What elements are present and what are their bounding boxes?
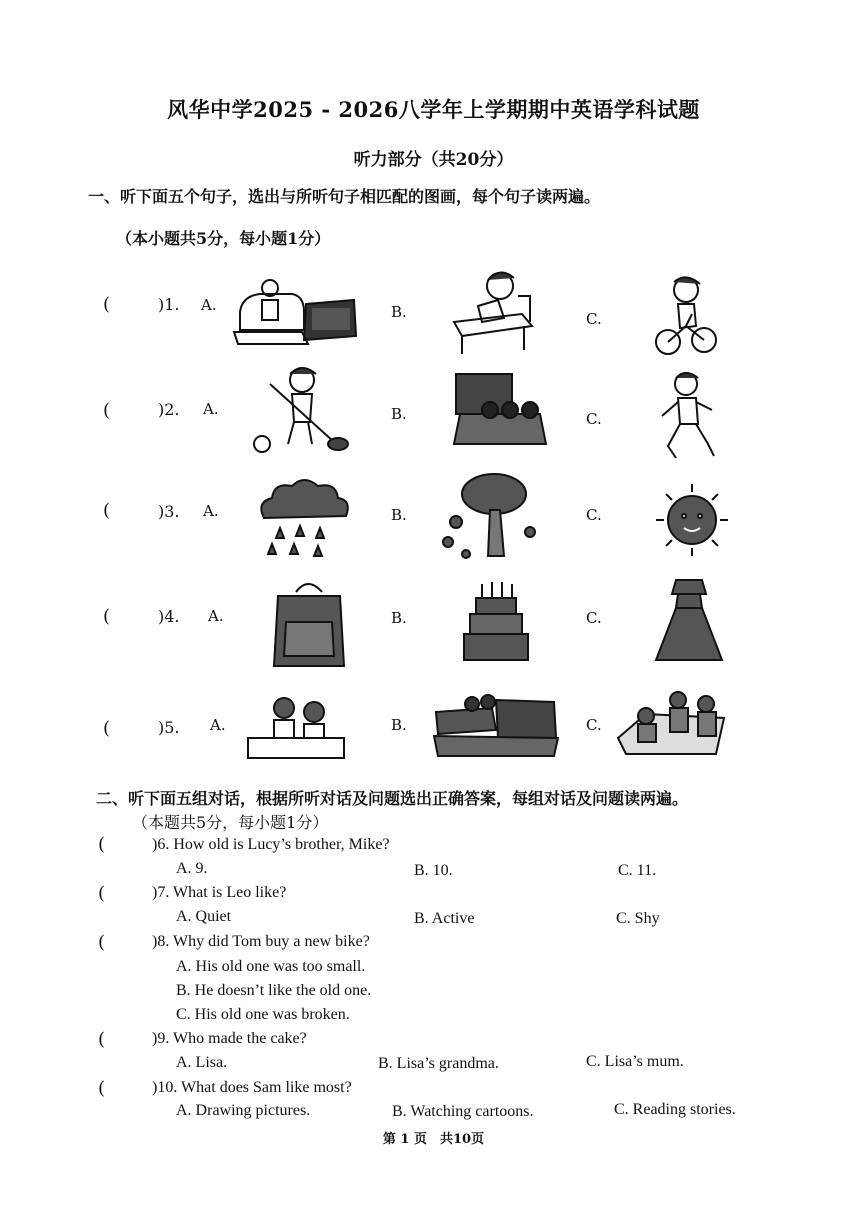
section2-note: （本题共5分，每小题1分） <box>132 813 329 832</box>
option-a-label: A. <box>203 400 219 418</box>
option-c[interactable]: C. Reading stories. <box>614 1101 736 1118</box>
option-a-label: A. <box>203 502 219 520</box>
page-subtitle: 听力部分（共20分） <box>353 150 514 170</box>
option-a[interactable]: A. 9. <box>176 860 208 877</box>
option-b[interactable]: B. He doesn’t like the old one. <box>176 982 372 999</box>
question-number: )1. <box>158 295 180 314</box>
rain-cloud-icon <box>256 478 352 560</box>
option-b-label: B. <box>391 303 407 321</box>
answer-paren[interactable]: ( <box>98 1029 106 1050</box>
option-a-label: A. <box>201 296 217 314</box>
page-title: 风华中学2025 - 2026八学年上学期期中英语学科试题 <box>167 97 700 122</box>
tv-sofa-icon <box>450 370 550 452</box>
girl-bicycle-icon <box>652 274 718 358</box>
option-c-label: C. <box>586 716 602 734</box>
option-a[interactable]: A. His old one was too small. <box>176 958 366 975</box>
girl-reading-desk-icon <box>448 266 540 356</box>
question-text: )10. What does Sam like most? <box>152 1079 352 1096</box>
option-b[interactable]: B. Active <box>414 910 475 927</box>
section1-heading: 一、听下面五个句子，选出与所听句子相匹配的图画，每个句子读两遍。 <box>88 187 601 206</box>
answer-paren[interactable]: ( <box>103 294 111 315</box>
page-number: 第 1 页 共10页 <box>382 1132 485 1147</box>
option-a[interactable]: A. Lisa. <box>176 1054 228 1071</box>
option-a-label: A. <box>210 716 226 734</box>
option-c[interactable]: C. 11. <box>618 862 657 879</box>
birthday-cake-icon <box>462 578 530 664</box>
option-a[interactable]: A. Quiet <box>176 908 232 925</box>
answer-paren[interactable]: ( <box>98 834 106 855</box>
option-c-label: C. <box>586 609 602 627</box>
question-number: )5. <box>158 718 180 737</box>
section1-note: （本小题共5分，每小题1分） <box>116 229 331 248</box>
answer-paren[interactable]: ( <box>98 883 106 904</box>
answer-paren[interactable]: ( <box>103 400 111 421</box>
question-text: )7. What is Leo like? <box>152 884 287 901</box>
answer-paren[interactable]: ( <box>98 932 106 953</box>
autumn-tree-icon <box>438 470 540 562</box>
boy-sofa-tv-icon <box>232 274 362 346</box>
option-b-label: B. <box>391 405 407 423</box>
option-b-label: B. <box>391 609 407 627</box>
question-text: )8. Why did Tom buy a new bike? <box>152 933 370 950</box>
option-c-label: C. <box>586 506 602 524</box>
option-b[interactable]: B. 10. <box>414 862 453 879</box>
two-kids-desk-icon <box>244 694 348 760</box>
question-number: )3. <box>158 502 180 521</box>
option-b[interactable]: B. Lisa’s grandma. <box>378 1055 499 1072</box>
dress-icon <box>654 576 724 664</box>
option-c[interactable]: C. Shy <box>616 910 660 927</box>
question-number: )2. <box>158 400 180 419</box>
option-a-label: A. <box>208 607 224 625</box>
question-text: )6. How old is Lucy’s brother, Mike? <box>152 836 390 853</box>
option-b-label: B. <box>391 506 407 524</box>
answer-paren[interactable]: ( <box>103 606 111 627</box>
sun-icon <box>648 480 736 560</box>
answer-paren[interactable]: ( <box>98 1078 106 1099</box>
option-b[interactable]: B. Watching cartoons. <box>392 1103 534 1120</box>
boy-running-icon <box>656 370 718 464</box>
question-number: )4. <box>158 607 180 626</box>
family-picnic-icon <box>616 690 728 756</box>
option-c-label: C. <box>586 410 602 428</box>
section2-heading: 二、听下面五组对话，根据所听对话及问题选出正确答案，每组对话及问题读两遍。 <box>96 789 689 808</box>
school-bag-icon <box>268 576 350 670</box>
boy-sweeping-icon <box>250 364 352 456</box>
option-c[interactable]: C. His old one was broken. <box>176 1006 350 1023</box>
option-b-label: B. <box>391 716 407 734</box>
answer-paren[interactable]: ( <box>103 500 111 521</box>
option-c[interactable]: C. Lisa’s mum. <box>586 1053 684 1070</box>
option-c-label: C. <box>586 310 602 328</box>
question-text: )9. Who made the cake? <box>152 1030 307 1047</box>
answer-paren[interactable]: ( <box>103 718 111 739</box>
living-room-icon <box>432 690 562 762</box>
option-a[interactable]: A. Drawing pictures. <box>176 1102 311 1119</box>
